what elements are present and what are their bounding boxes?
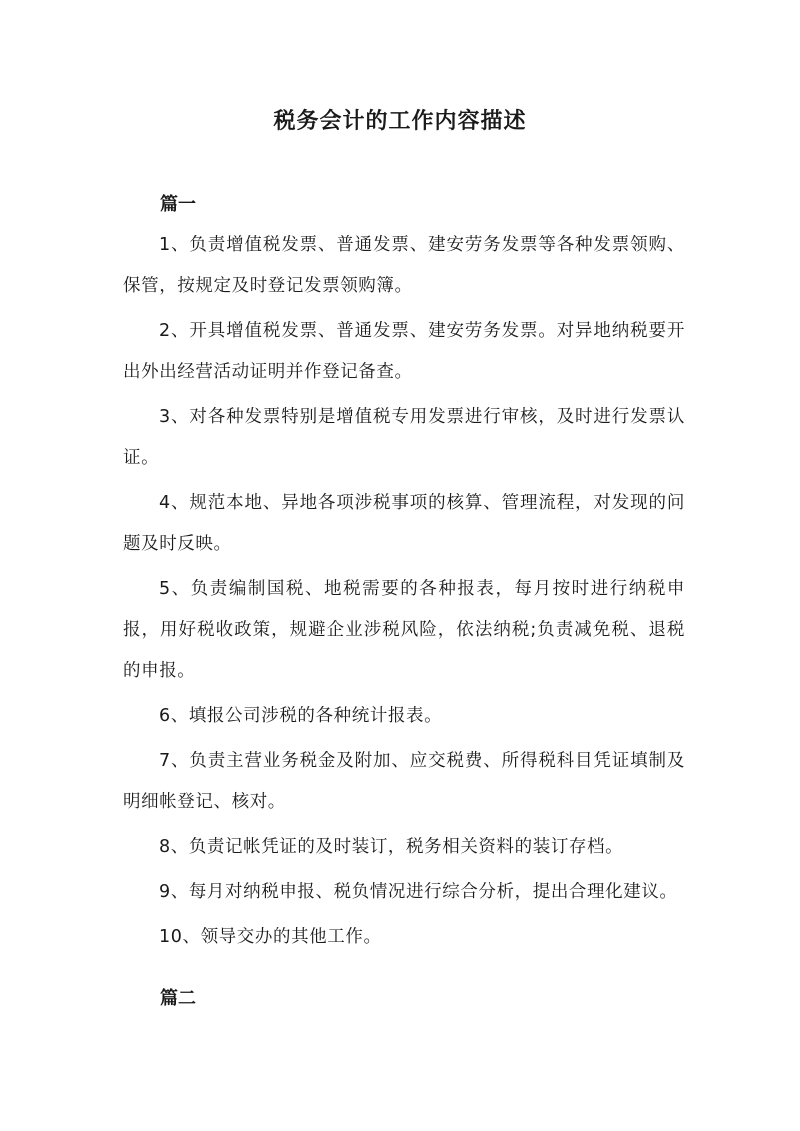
list-item: 6、填报公司涉税的各种统计报表。 — [159, 706, 443, 726]
document-title: 税务会计的工作内容描述 — [273, 109, 527, 134]
list-item: 5、负责编制国税、地税需要的各种报表，每月按时进行纳税申报，用好税收政策，规避企业涉税风险，依法纳税;负责减免税、退税的申报。 — [123, 579, 685, 681]
list-item: 4、规范本地、异地各项涉税事项的核算、管理流程，对发现的问题及时反映。 — [123, 493, 685, 554]
section-heading-2: 篇二 — [160, 988, 196, 1009]
list-item: 8、负责记帐凭证的及时装订，税务相关资料的装订存档。 — [159, 837, 624, 857]
list-item: 10、领导交办的其他工作。 — [159, 927, 382, 947]
list-item: 9、每月对纳税申报、税负情况进行综合分析，提出合理化建议。 — [159, 882, 678, 902]
list-item: 2、开具增值税发票、普通发票、建安劳务发票。对异地纳税要开出外出经营活动证明并作登记备查。 — [123, 321, 685, 382]
list-item: 1、负责增值税发票、普通发票、建安劳务发票等各种发票领购、保管，按规定及时登记发票领购簿。 — [123, 235, 685, 296]
list-item: 7、负责主营业务税金及附加、应交税费、所得税科目凭证填制及明细帐登记、核对。 — [123, 751, 685, 812]
list-item: 3、对各种发票特别是增值税专用发票进行审核，及时进行发票认证。 — [123, 407, 685, 468]
section-heading-1: 篇一 — [160, 194, 196, 215]
content-body — [123, 225, 685, 962]
